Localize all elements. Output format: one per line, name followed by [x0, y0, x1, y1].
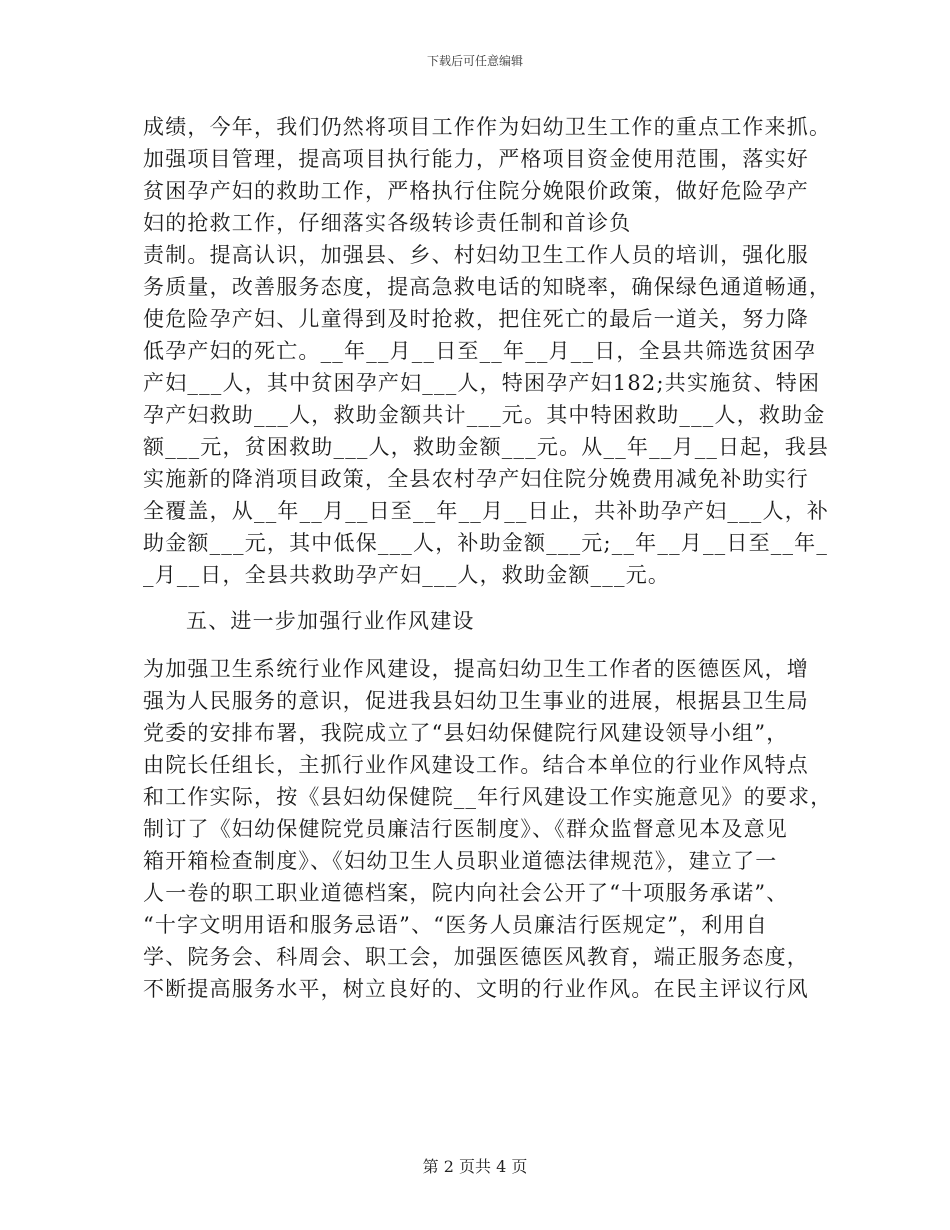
body-line: _月__日，全县共救助孕产妇___人，救助金额___元。 [143, 563, 671, 587]
body-line: 助金额___元，其中低保___人，补助金额___元;__年__月__日至__年_ [143, 531, 829, 555]
body-line: 低孕产妇的死亡。__年__月__日至__年__月__日，全县共筛选贫困孕 [143, 339, 817, 363]
body-line: 务质量，改善服务态度，提高急救电话的知晓率，确保绿色通道畅通， [143, 275, 832, 299]
body-line: 由院长任组长，主抓行业作风建设工作。结合本单位的行业作风特点 [143, 753, 809, 777]
body-line: 全覆盖，从__年__月__日至__年__月__日止，共补助孕产妇___人，补 [143, 499, 830, 523]
body-line: 额___元，贫困救助___人，救助金额___元。从__年__月__日起，我县 [143, 435, 830, 459]
body-line: 箱开箱检查制度》、《妇幼卫生人员职业道德法律规范》，建立了一 [143, 849, 778, 873]
body-line: 产妇___人，其中贫困孕产妇___人，特困孕产妇182;共实施贫、特困 [143, 371, 821, 395]
body-line: 加强项目管理，提高项目执行能力，严格项目资金使用范围，落实好 [143, 147, 809, 171]
body-line: 实施新的降消项目政策，全县农村孕产妇住院分娩费用减免补助实行 [143, 467, 809, 491]
body-line: 妇的抢救工作，仔细落实各级转诊责任制和首诊负 [143, 211, 632, 235]
body-line: 人一卷的职工职业道德档案，院内向社会公开了“十项服务承诺”、 [143, 881, 789, 905]
body-line: 责制。提高认识，加强县、乡、村妇幼卫生工作人员的培训，强化服 [143, 243, 809, 267]
body-line: 强为人民服务的意识，促进我县妇幼卫生事业的进展，根据县卫生局 [143, 689, 809, 713]
body-line: 不断提高服务水平，树立良好的、文明的行业作风。在民主评议行风 [143, 977, 809, 1001]
section-heading: 五、进一步加强行业作风建设 [186, 609, 475, 633]
body-line: 党委的安排布署，我院成立了“县妇幼保健院行风建设领导小组”， [143, 721, 789, 745]
page-footer: 第 2 页共 4 页 [422, 1157, 528, 1176]
body-line: 和工作实际，按《县妇幼保健院__年行风建设工作实施意见》的要求， [143, 785, 833, 809]
body-line: 学、院务会、科周会、职工会，加强医德医风教育，端正服务态度， [143, 945, 809, 969]
body-line: 为加强卫生系统行业作风建设，提高妇幼卫生工作者的医德医风，增 [143, 657, 809, 681]
body-line: 孕产妇救助___人，救助金额共计___元。其中特困救助___人，救助金 [143, 403, 826, 427]
body-line: 使危险孕产妇、儿童得到及时抢救，把住死亡的最后一道关，努力降 [143, 307, 809, 331]
body-line: 制订了《妇幼保健院党员廉洁行医制度》、《群众监督意见本及意见 [143, 817, 788, 841]
body-line: “十字文明用语和服务忌语”、“医务人员廉洁行医规定”，利用自 [143, 913, 768, 937]
body-line: 贫困孕产妇的救助工作，严格执行住院分娩限价政策，做好危险孕产 [143, 179, 809, 203]
body-line: 成绩，今年，我们仍然将项目工作作为妇幼卫生工作的重点工作来抓。 [143, 115, 832, 139]
page-header: 下载后可任意编辑 [426, 54, 523, 68]
